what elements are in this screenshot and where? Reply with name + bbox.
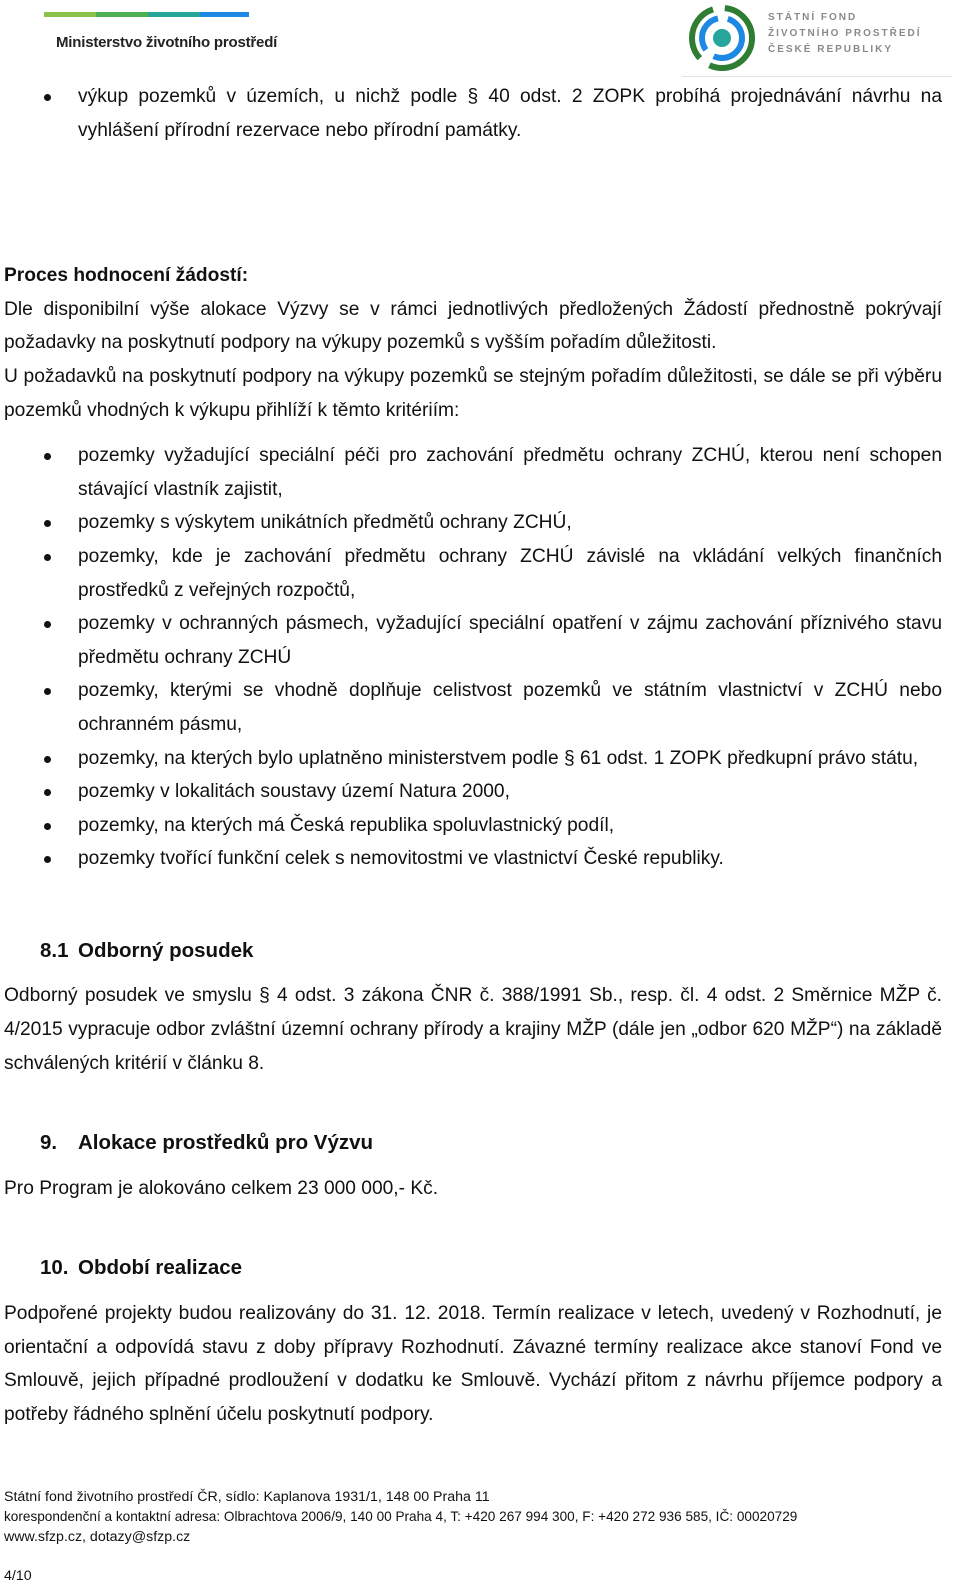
top-bullet-list xyxy=(4,80,942,147)
state-fund-logo-text: STÁTNÍ FOND ŽIVOTNÍHO PROSTŘEDÍ ČESKÉ REPUBLIKY xyxy=(768,12,922,55)
list-item: pozemky v lokalitách soustavy území Natura 2000, xyxy=(4,775,942,809)
list-item: výkup pozemků v územích, u nichž podle § 40 odst. 2 ZOPK probíhá projednávání návrhu na vyhlášení přírodní rezervace nebo přírodní památky. xyxy=(4,80,942,147)
bullet-icon xyxy=(44,94,51,101)
bullet-icon xyxy=(44,856,51,863)
bullet-icon xyxy=(44,688,51,695)
header-divider xyxy=(682,76,952,77)
bullet-icon xyxy=(44,789,51,796)
list-item: pozemky, na kterých má Česká republika spoluvlastnický podíl, xyxy=(4,809,942,843)
paragraph: Pro Program je alokováno celkem 23 000 000,- Kč. xyxy=(4,1177,439,1199)
bullet-icon xyxy=(44,520,51,527)
section-heading-8-1: 8.1 Odborný posudek xyxy=(40,938,254,962)
list-item: pozemky, na kterých bylo uplatněno ministerstvem podle § 61 odst. 1 ZOPK předkupní právo státu, xyxy=(4,742,942,776)
list-item: pozemky, kde je zachování předmětu ochrany ZCHÚ závislé na vkládání velkých finančních prostředků z veřejných rozpočtů, xyxy=(4,540,942,607)
list-item: pozemky v ochranných pásmech, vyžadující speciální opatření v zájmu zachování příznivého stavu předmětu ochrany ZCHÚ xyxy=(4,607,942,674)
paragraph: Podpořené projekty budou realizovány do 31. 12. 2018. Termín realizace v letech, uvedený v Rozhodnutí, je orientační a odpovídá stavu z doby přípravy Rozhodnutí. Závazné termíny realizace akce stanoví Fond ve Smlouvě, jejich případné prodloužení v dodatku ke Smlouvě. Vychází přitom z návrhu příjemce podpory a potřeby řádného splnění účelu poskytnutí podpory. xyxy=(4,1303,942,1425)
list-item: pozemky tvořící funkční celek s nemovitostmi ve vlastnictví České republiky. xyxy=(4,842,942,876)
section-heading-10: 10. Období realizace xyxy=(40,1256,243,1280)
ministry-logo xyxy=(44,6,278,58)
bullet-icon xyxy=(44,756,51,763)
list-item: pozemky, kterými se vhodně doplňuje celistvost pozemků ve státním vlastnictví v ZCHÚ nebo ochranném pásmu, xyxy=(4,674,942,741)
list-item: pozemky s výskytem unikátních předmětů ochrany ZCHÚ, xyxy=(4,506,942,540)
paragraph: Odborný posudek ve smyslu § 4 odst. 3 zákona ČNR č. 388/1991 Sb., resp. čl. 4 odst. 2 Směrnice MŽP č. 4/2015 vypracuje odbor zvláštní územní ochrany přírody a krajiny MŽP (dále jen „odbor 620 MŽP“) na základě schválených kritérií v článku 8. xyxy=(4,985,942,1074)
list-item: pozemky vyžadující speciální péči pro zachování předmětu ochrany ZCHÚ, kterou není schopen stávající vlastník zajistit, xyxy=(4,439,942,506)
ministry-logo-stripe xyxy=(44,12,249,28)
page-number: 4/10 xyxy=(4,1568,32,1584)
ministry-logo-text: Ministerstvo životního prostředí xyxy=(56,34,278,51)
footer-web-link[interactable]: www.sfzp.cz, dotazy@sfzp.cz xyxy=(4,1529,191,1545)
footer-address-line: Státní fond životního prostředí ČR, sídlo: Kaplanova 1931/1, 148 00 Praha 11 xyxy=(4,1489,490,1505)
criteria-list xyxy=(4,439,942,876)
bullet-icon xyxy=(44,823,51,830)
paragraph: Dle disponibilní výše alokace Výzvy se v rámci jednotlivých předložených Žádostí přednostně pokrývají požadavky na poskytnutí podpory na výkupy pozemků s vyšším pořadím důležitosti. xyxy=(4,298,942,354)
page-header xyxy=(0,0,960,82)
bullet-icon xyxy=(44,621,51,628)
section-heading-proces: Proces hodnocení žádostí: xyxy=(4,265,249,287)
section-heading-9: 9. Alokace prostředků pro Výzvu xyxy=(40,1131,374,1155)
state-fund-logo xyxy=(682,0,952,78)
bullet-icon xyxy=(44,554,51,561)
page-footer xyxy=(4,1487,944,1547)
bullet-icon xyxy=(44,453,51,460)
footer-contact-line: korespondenční a kontaktní adresa: Olbrachtova 2006/9, 140 00 Praha 4, T: +420 267 994 300, F: +420 272 936 585, IČ: 00020729 xyxy=(4,1509,798,1524)
document-body xyxy=(4,80,942,1431)
state-fund-emblem-icon xyxy=(686,2,762,72)
paragraph: U požadavků na poskytnutí podpory na výkupy pozemků se stejným pořadím důležitosti, se dále se při výběru pozemků vhodných k výkupu přihlíží k těmto kritériím: xyxy=(4,365,942,421)
